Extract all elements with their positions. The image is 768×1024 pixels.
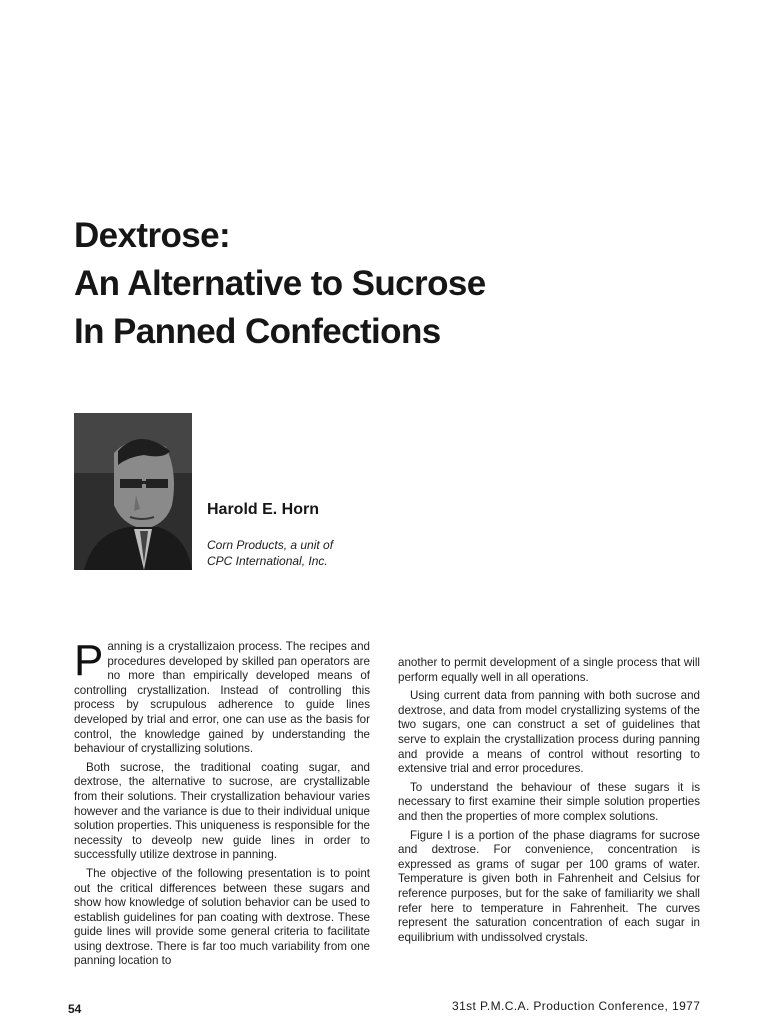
affiliation-line-2: CPC International, Inc.	[207, 554, 328, 568]
paragraph: Figure I is a portion of the phase diagrams for sucrose and dextrose. For convenience, concentration is expressed as grams of sugar per 100 grams of water. Temperature is given both in Fahrenheit and Celsius for reference purposes, but for the sake of familiarity we shall refer here to temperature in Fahrenheit. The curves represent the saturation concentration of each sugar in equilibrium with undissolved crystals.	[398, 828, 700, 944]
author-affiliation	[207, 537, 333, 569]
drop-cap: P	[74, 636, 104, 685]
title-line-1: Dextrose:	[74, 216, 231, 255]
paragraph-text: anning is a crystallizaion process. The recipes and procedures developed by skilled pan operators are no more than empirically developed means of controlling crystallization. Instead of controlling this process by scrupulous adherence to guide lines developed by trial and error, one can use as the basis for control, the knowledge gained by understanding the behaviour of crystallizing solutions.	[74, 640, 370, 756]
conference-footer: 31st P.M.C.A. Production Conference, 1977	[452, 999, 701, 1013]
paragraph: Both sucrose, the traditional coating sugar, and dextrose, the alternative to sucrose, are crystallizable from their solutions. Their crystallization behaviour varies however and the variance is due to their individual unique solution properties. This uniqueness is responsible for the necessity to deveolp new guide lines in order to successfully utilize dextrose in panning.	[74, 760, 370, 862]
body-column-left	[74, 636, 370, 973]
paragraph: The objective of the following presentation is to point out the critical differences between these sugars and show how knowledge of solution behavior can be used to establish guidelines for pan coating with dextrose. These guide lines will provide some general criteria to facilitate using dextrose. There is far too much variability from one panning location to	[74, 866, 370, 968]
paragraph	[74, 636, 370, 757]
affiliation-line-1: Corn Products, a unit of	[207, 538, 334, 552]
author-photo	[74, 413, 192, 570]
title-line-2: An Alternative to Sucrose	[74, 264, 486, 303]
body-column-right	[398, 656, 700, 949]
author-name: Harold E. Horn	[207, 501, 320, 518]
paragraph: Using current data from panning with both sucrose and dextrose, and data from model crystallizing systems of the two sugars, one can construct a set of guidelines that serve to explain the crystallization process during panning and provide a means of control without resorting to extensive trial and error procedures.	[398, 689, 700, 776]
paragraph: another to permit development of a single process that will perform equally well in all operations.	[398, 656, 700, 684]
paragraph: To understand the behaviour of these sugars it is necessary to first examine their simple solution properties and then the properties of more complex solutions.	[398, 780, 700, 823]
page-number: 54	[68, 1002, 82, 1016]
article-title	[74, 212, 634, 356]
title-line-3: In Panned Confections	[74, 312, 441, 351]
author-portrait-image	[74, 413, 192, 570]
